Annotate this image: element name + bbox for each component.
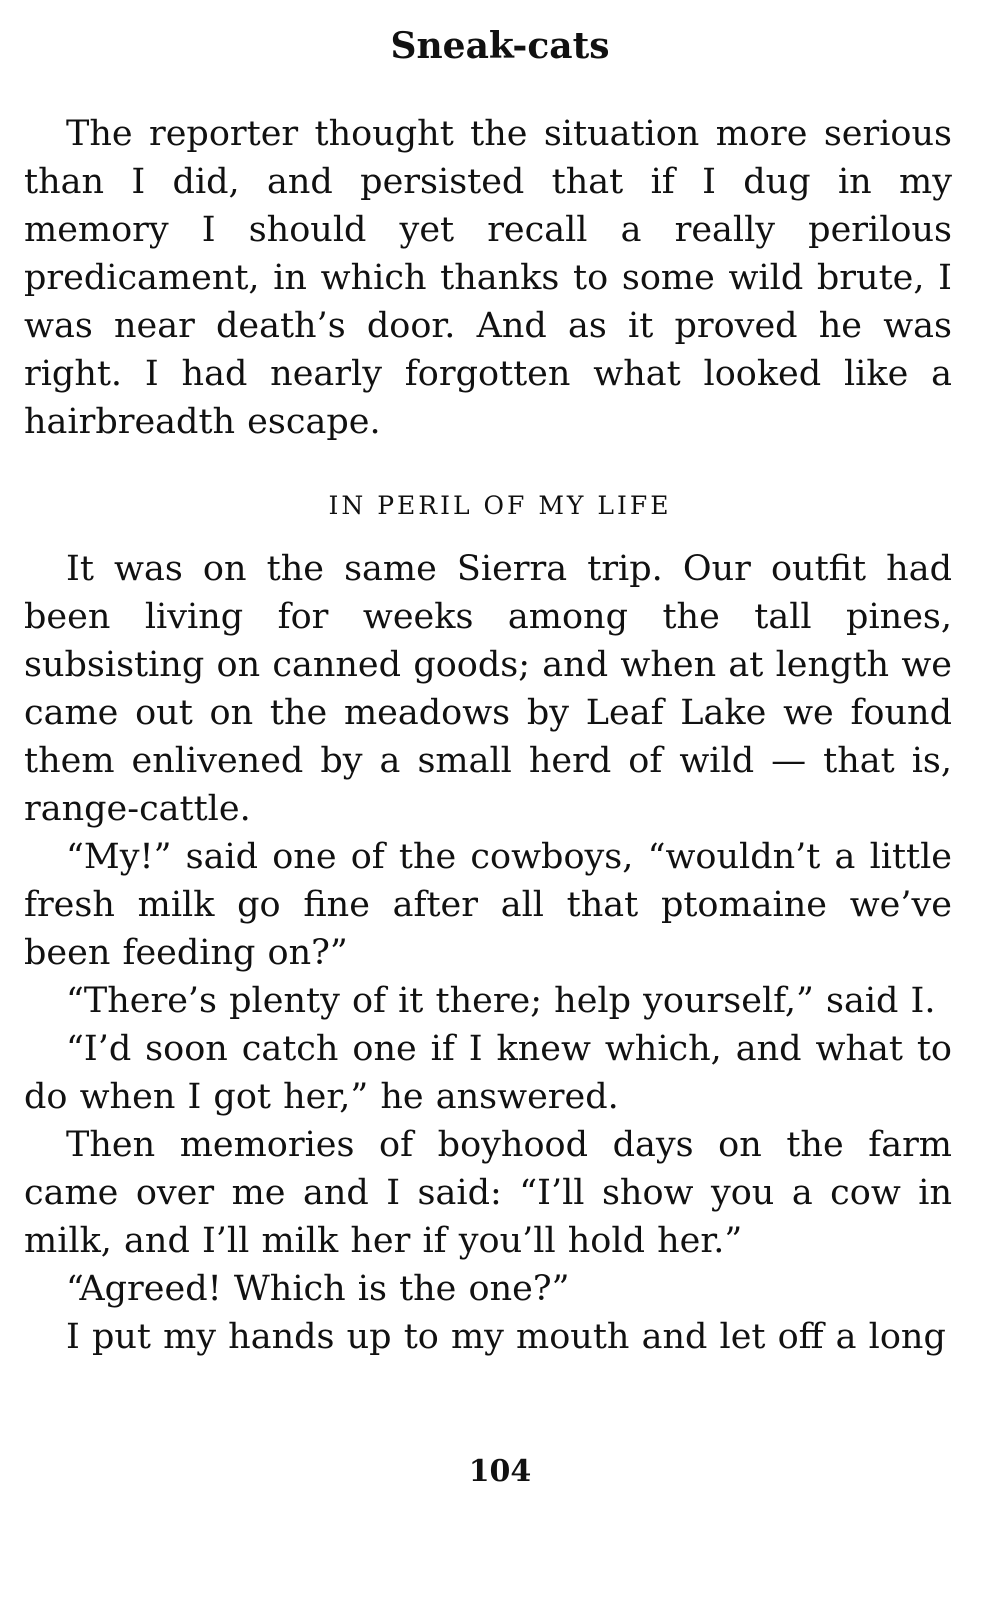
paragraph: It was on the same Sierra trip. Our outfit had been living for weeks among the tall pines, subsisting on canned goods; and when at length we came out on the meadows by Leaf Lake we found them enlivened by a small herd of wild — that is, range-cattle. (24, 549, 952, 829)
paragraph: “There’s plenty of it there; help yourself,” said I. (66, 981, 936, 1021)
intro-paragraph: The reporter thought the situation more serious than I did, and persisted that if I dug in my memory I should yet recall a really perilous predicament, in which thanks to some wild brute, I was near death’s door. And as it proved he was right. I had nearly forgotten what looked like a hairbreadth escape. (24, 114, 952, 442)
section-heading: IN PERIL OF MY LIFE (328, 491, 672, 520)
body-text (24, 545, 952, 1361)
paragraph: I put my hands up to my mouth and let off a long (66, 1317, 946, 1357)
paragraph: “My!” said one of the cowboys, “wouldn’t a little fresh milk go fine after all that ptomaine we’ve been feeding on?” (24, 837, 952, 973)
paragraph: “I’d soon catch one if I knew which, and what to do when I got her,” he answered. (24, 1029, 952, 1117)
paragraph: “Agreed! Which is the one?” (66, 1269, 570, 1309)
paragraph: Then memories of boyhood days on the farm came over me and I said: “I’ll show you a cow in milk, and I’ll milk her if you’ll hold her.” (24, 1125, 952, 1261)
page-number: 104 (468, 1454, 532, 1489)
running-head: Sneak-cats (390, 25, 610, 67)
intro-text (24, 110, 952, 446)
